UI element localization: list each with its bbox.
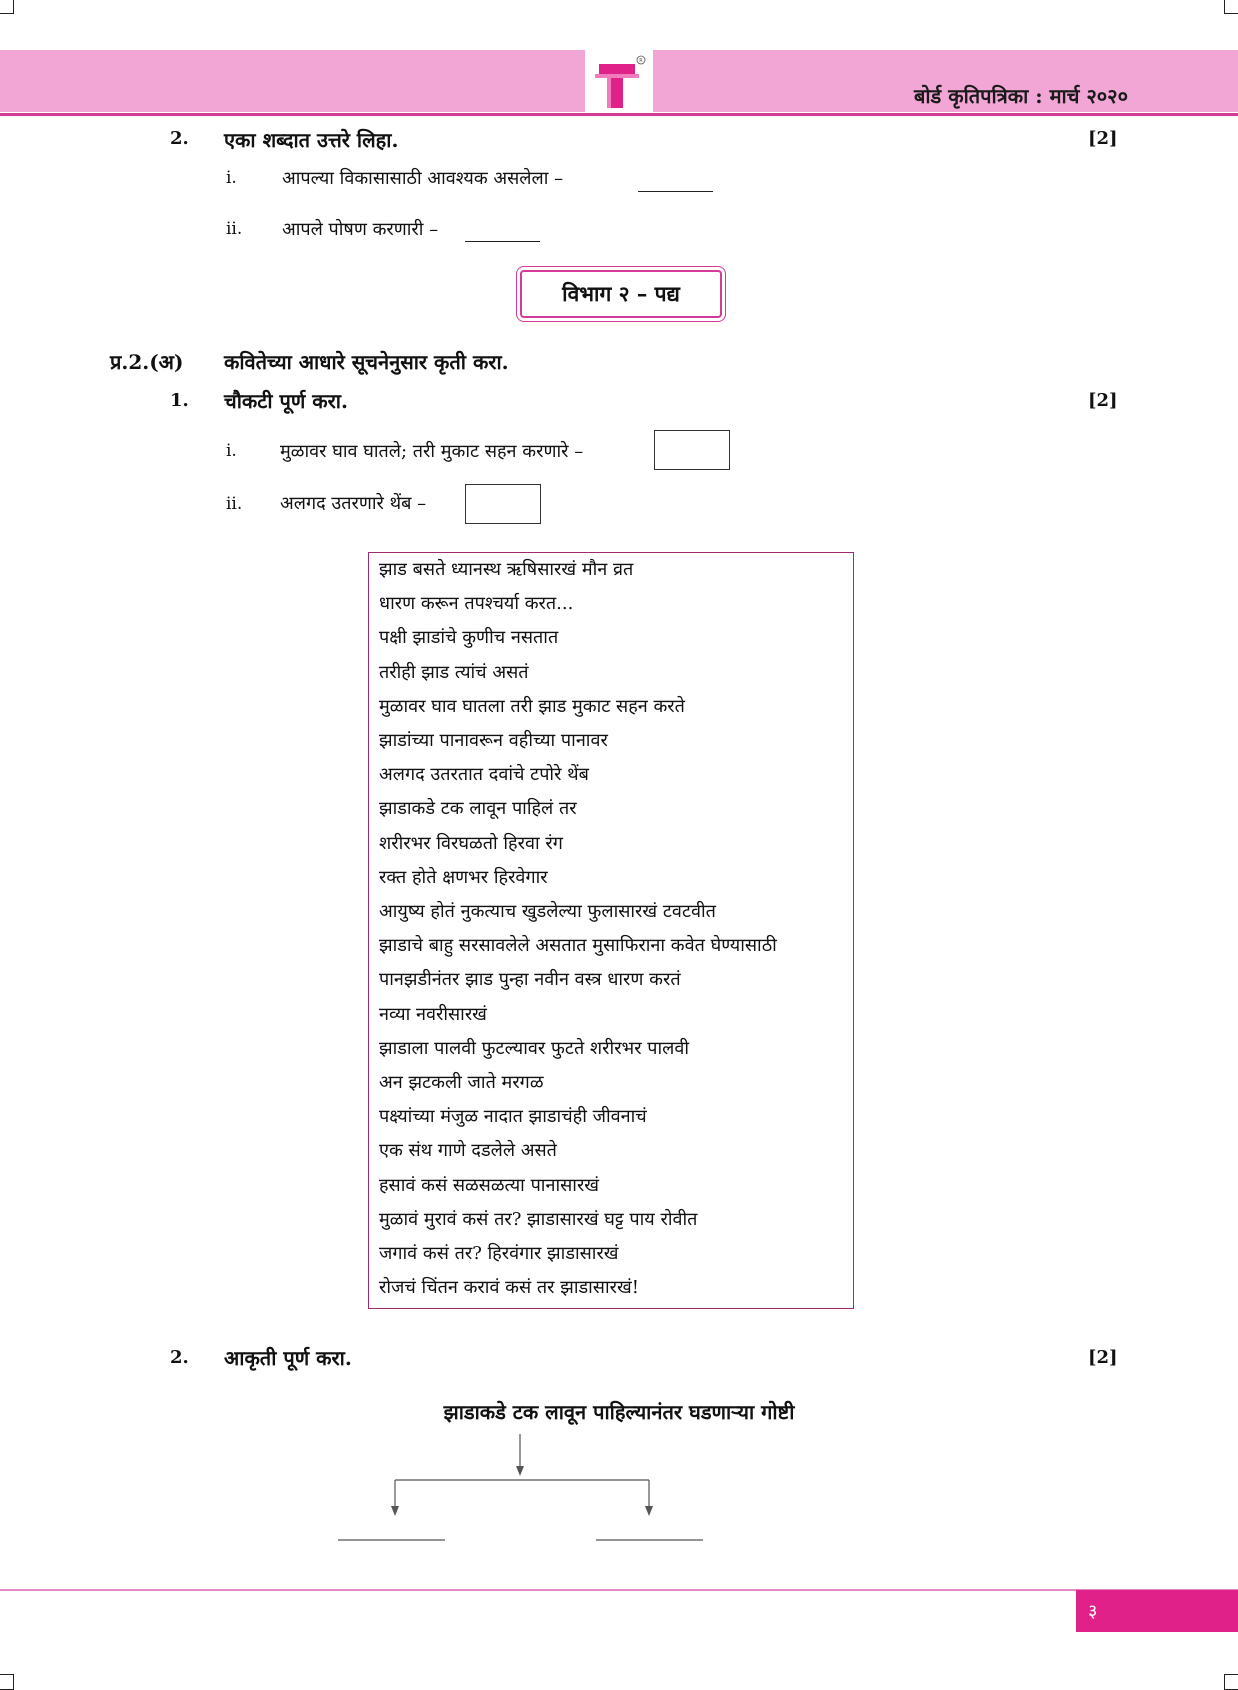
answer-blank[interactable] [465, 240, 540, 242]
poem-line: धारण करून तपश्चर्या करत... [379, 593, 574, 615]
question-number: 2. [170, 128, 189, 149]
poem-line: शरीरभर विरघळतो हिरवा रंग [379, 832, 563, 854]
page-number-badge [1076, 1590, 1238, 1632]
question-marks: [2] [1088, 128, 1118, 149]
page-number: ३ [1088, 1601, 1098, 1622]
poem-line: झाडाला पालवी फुटल्यावर फुटते शरीरभर पालवी [379, 1037, 690, 1059]
poem-line: रोजचं चिंतन करावं कसं तर झाडासारखं! [379, 1277, 639, 1299]
section-heading [520, 270, 722, 318]
arrow-down-icon [391, 1506, 399, 1516]
question-text: एका शब्दात उत्तरे लिहा. [224, 128, 399, 152]
t-logo-icon [585, 50, 653, 112]
poem-line: अन झटकली जाते मरगळ [379, 1072, 544, 1094]
poem-line: मुळावं मुरावं कसं तर? झाडासारखं घट्ट पाय रोवीत [379, 1208, 698, 1230]
poem-line: रक्त होते क्षणभर हिरवेगार [379, 866, 548, 888]
poem-line: पानझडीनंतर झाड पुन्हा नवीन वस्त्र धारण करतं [379, 969, 681, 991]
item-number: i. [226, 168, 237, 188]
poem-line: झाड बसते ध्यानस्थ ऋषिसारखं मौन व्रत [379, 559, 634, 580]
item-number: ii. [226, 219, 243, 239]
item-text: आपल्या विकासासाठी आवश्यक असलेला – [282, 168, 564, 189]
answer-blank[interactable] [638, 190, 713, 192]
question-marks: [2] [1088, 1347, 1118, 1368]
item-number: ii. [226, 494, 243, 514]
poem-line: झाडाचे बाहु सरसावलेले असतात मुसाफिराना कवेत घेण्यासाठी [379, 935, 777, 957]
section-title: विभाग २ – पद्य [562, 281, 680, 306]
crop-mark-top-left [0, 0, 14, 14]
question-label: प्र.2.(अ) [110, 350, 184, 374]
item-text: मुळावर घाव घातले; तरी मुकाट सहन करणारे – [280, 441, 584, 462]
question-marks: [2] [1088, 390, 1118, 411]
poem-line: पक्षी झाडांचे कुणीच नसतात [379, 627, 559, 649]
poem-line: नव्या नवरीसारखं [379, 1003, 487, 1025]
poem-line: जगावं कसं तर? हिरवंगार झाडासारखं [379, 1243, 619, 1265]
arrow-down-icon [516, 1466, 524, 1476]
item-number: i. [226, 441, 237, 461]
header-title: बोर्ड कृतिपत्रिका : मार्च २०२० [913, 84, 1128, 108]
poem-line: एक संथ गाणे दडलेले असते [379, 1140, 557, 1162]
question-text: आकृती पूर्ण करा. [224, 1346, 352, 1370]
item-text: आपले पोषण करणारी – [282, 219, 439, 240]
question-number: 2. [170, 1347, 189, 1368]
question-text: चौकटी पूर्ण करा. [224, 389, 348, 413]
answer-box[interactable] [465, 484, 541, 524]
poem-line: झाडांच्या पानावरून वहीच्या पानावर [379, 730, 608, 752]
poem-line: तरीही झाड त्यांचं असतं [379, 661, 529, 683]
poem-line: झाडाकडे टक लावून पाहिलं तर [379, 798, 577, 820]
svg-text:R: R [639, 58, 643, 64]
question-number: 1. [170, 390, 189, 411]
poem-line: आयुष्य होतं नुकत्याच खुडलेल्या फुलासारखं टवटवीत [379, 901, 716, 923]
poem-line: मुळावर घाव घातला तरी झाड मुकाट सहन करते [379, 695, 685, 717]
poem-lines [379, 553, 777, 1305]
branch-diagram [300, 1430, 740, 1545]
poem-line: पक्ष्यांच्या मंजुळ नादात झाडाचंही जीवनाचं [379, 1106, 647, 1128]
figure-title: झाडाकडे टक लावून पाहिल्यानंतर घडणाऱ्या गोष्टी [443, 1400, 795, 1424]
answer-box[interactable] [654, 430, 730, 470]
item-text: अलगद उतरणारे थेंब – [280, 493, 427, 514]
crop-mark-top-right [1224, 0, 1238, 14]
logo [585, 50, 653, 112]
question-text: कवितेच्या आधारे सूचनेनुसार कृती करा. [224, 350, 509, 374]
poem-line: अलगद उतरतात दवांचे टपोरे थेंब [379, 764, 589, 786]
footer-divider [0, 1589, 1238, 1591]
header-divider [0, 113, 1238, 116]
arrow-down-icon [645, 1506, 653, 1516]
poem-line: हसावं कसं सळसळत्या पानासारखं [379, 1174, 600, 1196]
poem-box [368, 552, 854, 1309]
